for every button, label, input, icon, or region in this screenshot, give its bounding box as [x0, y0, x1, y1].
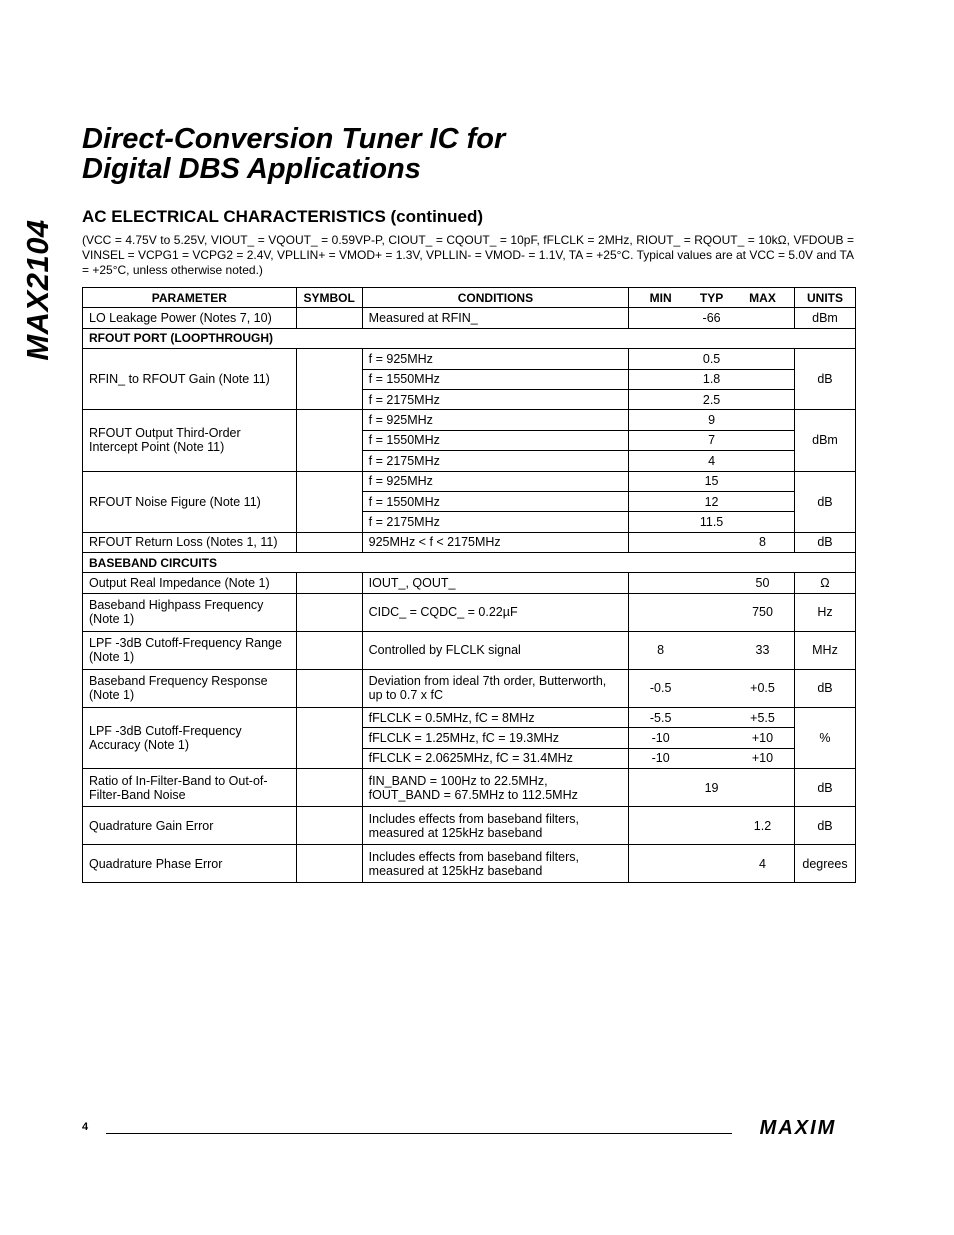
header-units: UNITS — [794, 288, 855, 308]
document-title-line-1: Direct-Conversion Tuner IC for — [82, 123, 506, 155]
table-row: RFOUT Output Third-Order Intercept Point (Note 11) f = 925MHz 9 dBm — [83, 410, 856, 430]
section-heading: AC ELECTRICAL CHARACTERISTICS (continued) — [82, 207, 484, 226]
table-row: Quadrature Phase Error Includes effects from baseband filters, measured at 125kHz baseband 4 degrees — [83, 845, 856, 883]
section-row-baseband: BASEBAND CIRCUITS — [83, 553, 856, 573]
table-row: LPF -3dB Cutoff-Frequency Range (Note 1) Controlled by FLCLK signal 8 33 MHz — [83, 631, 856, 669]
table-row: fFLCLK = 1.25MHz, fC = 19.3MHz -10 +10 — [83, 728, 856, 748]
header-parameter: PARAMETER — [83, 288, 297, 308]
maxim-logo — [742, 1116, 854, 1138]
table-row: LO Leakage Power (Notes 7, 10) Measured at RFIN_ -66 dBm — [83, 308, 856, 328]
table-row: Ratio of In-Filter-Band to Out-of-Filter-Band Noise fIN_BAND = 100Hz to 22.5MHz, fOUT_BAND = 67.5MHz to 112.5MHz 19 dB — [83, 769, 856, 807]
table-row: RFOUT Noise Figure (Note 11) f = 925MHz 15 dB — [83, 471, 856, 491]
table-header-row — [83, 288, 856, 308]
table-row: Quadrature Gain Error Includes effects from baseband filters, measured at 125kHz baseband 1.2 dB — [83, 807, 856, 845]
footer-rule — [106, 1133, 732, 1134]
table-row: f = 1550MHz 1.8 — [83, 369, 856, 389]
table-row: Output Real Impedance (Note 1) IOUT_, QOUT_ 50 Ω — [83, 573, 856, 593]
svg-text:MAXIM: MAXIM — [759, 1117, 837, 1138]
ac-characteristics-table — [82, 287, 856, 883]
table-row: fFLCLK = 2.0625MHz, fC = 31.4MHz -10 +10 — [83, 748, 856, 768]
table-row: LPF -3dB Cutoff-Frequency Accuracy (Note 1) fFLCLK = 0.5MHz, fC = 8MHz -5.5 +5.5 % — [83, 707, 856, 727]
document-title — [82, 124, 505, 184]
section-row-rfout: RFOUT PORT (LOOPTHROUGH) — [83, 328, 856, 348]
table-row: f = 2175MHz 4 — [83, 451, 856, 471]
header-symbol: SYMBOL — [296, 288, 362, 308]
page-number: 4 — [82, 1121, 89, 1133]
table-row: f = 1550MHz 7 — [83, 430, 856, 450]
header-conditions: CONDITIONS — [362, 288, 629, 308]
table-row: RFIN_ to RFOUT Gain (Note 11) f = 925MHz 0.5 dB — [83, 349, 856, 369]
table-row: f = 2175MHz 11.5 — [83, 512, 856, 532]
table-row: f = 2175MHz 2.5 — [83, 389, 856, 409]
table-row: f = 1550MHz 12 — [83, 491, 856, 511]
table-row: RFOUT Return Loss (Notes 1, 11) 925MHz < f < 2175MHz 8 dB — [83, 532, 856, 552]
header-min-typ-max: MIN TYP MAX — [629, 288, 795, 308]
test-conditions: (VCC = 4.75V to 5.25V, VIOUT_ = VQOUT_ = 0.59VP-P, CIOUT_ = CQOUT_ = 10pF, fFLCLK = 2MHz, RIOUT_ = RQOUT_ = 10kΩ, VFDOUB = VINSEL = VCPG1 = VCPG2 = 2.4V, VPLLIN+ = VMOD+ = 1.3V, VPLLIN- = VMOD- = 1.1V, TA = +25°C. Typical values are at VCC = 5.0V and TA = +25°C, unless otherwise noted.) — [82, 233, 854, 277]
side-title: MAX2104 — [20, 219, 55, 361]
document-title-line-2: Digital DBS Applications — [82, 153, 421, 185]
table-row: Baseband Frequency Response (Note 1) Deviation from ideal 7th order, Butterworth, up to 0.7 x fC -0.5 +0.5 dB — [83, 669, 856, 707]
table-row: Baseband Highpass Frequency (Note 1) CIDC_ = CQDC_ = 0.22µF 750 Hz — [83, 593, 856, 631]
